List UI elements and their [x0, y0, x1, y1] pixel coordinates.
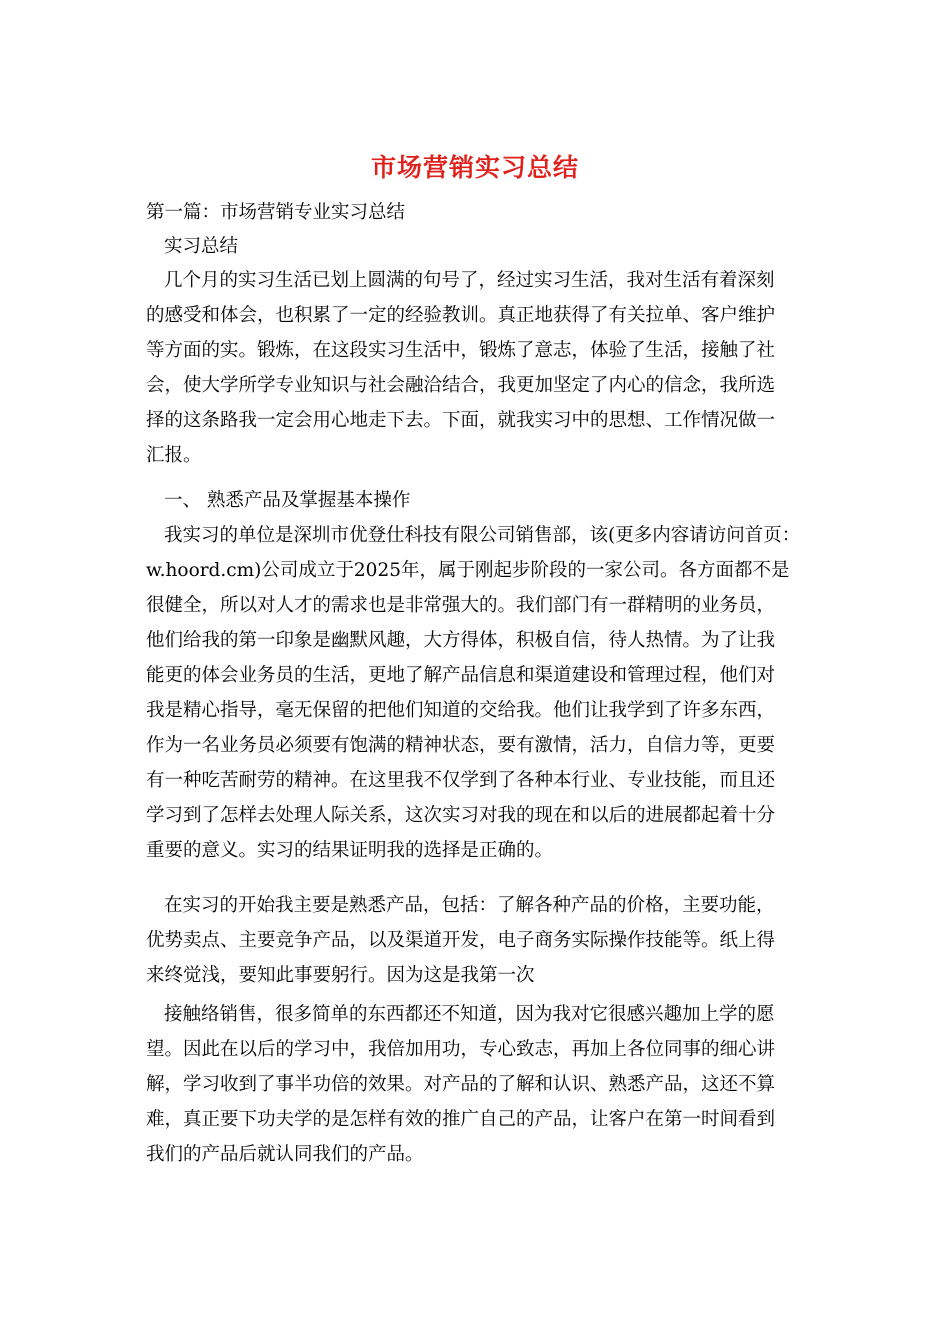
- paragraph-line: 等方面的实。锻炼，在这段实习生活中，锻炼了意志，体验了生活，接触了社: [146, 340, 776, 361]
- paragraph-line: 我是精心指导，毫无保留的把他们知道的交给我。他们让我学到了许多东西，: [146, 700, 776, 721]
- section-heading: 第一篇：市场营销专业实习总结: [146, 202, 406, 223]
- paragraph-line: 我们的产品后就认同我们的产品。: [146, 1144, 424, 1165]
- paragraph-line: 我实习的单位是深圳市优登仕科技有限公司销售部，该(更多内容请访问首页：: [164, 525, 801, 546]
- paragraph-line: 难，真正要下功夫学的是怎样有效的推广自己的产品，让客户在第一时间看到: [146, 1109, 776, 1130]
- paragraph-line: 有一种吃苦耐劳的精神。在这里我不仅学到了各种本行业、专业技能，而且还: [146, 770, 776, 791]
- paragraph-line: 作为一名业务员必须要有饱满的精神状态，要有激情，活力，自信力等，更要: [146, 735, 776, 756]
- paragraph-line: 他们给我的第一印象是幽默风趣，大方得体，积极自信，待人热情。为了让我: [146, 630, 776, 651]
- paragraph-line: 很健全，所以对人才的需求也是非常强大的。我们部门有一群精明的业务员，: [146, 595, 776, 616]
- paragraph-line: 的感受和体会，也积累了一定的经验教训。真正地获得了有关拉单、客户维护: [146, 305, 776, 326]
- paragraph-line: w.hoord.cm)公司成立于2025年，属于刚起步阶段的一家公司。各方面都不是: [146, 560, 790, 581]
- paragraph-line: 接触络销售，很多简单的东西都还不知道，因为我对它很感兴趣加上学的愿: [164, 1004, 775, 1025]
- paragraph-line: 在实习的开始我主要是熟悉产品，包括：了解各种产品的价格，主要功能，: [164, 895, 775, 916]
- sub-heading: 实习总结: [164, 236, 239, 257]
- paragraph-line: 解，学习收到了事半功倍的效果。对产品的了解和认识、熟悉产品，这还不算: [146, 1074, 776, 1095]
- paragraph-line: 望。因此在以后的学习中，我倍加用功，专心致志，再加上各位同事的细心讲: [146, 1039, 776, 1060]
- document-title: 市场营销实习总结: [370, 153, 579, 182]
- paragraph-line: 汇报。: [146, 445, 202, 466]
- paragraph-line: 学习到了怎样去处理人际关系，这次实习对我的现在和以后的进展都起着十分: [146, 805, 776, 826]
- paragraph-line: 择的这条路我一定会用心地走下去。下面，就我实习中的思想、工作情况做一: [146, 410, 776, 431]
- section-heading: 一、 熟悉产品及掌握基本操作: [164, 490, 411, 511]
- paragraph-line: 会，使大学所学专业知识与社会融洽结合，我更加坚定了内心的信念，我所选: [146, 375, 776, 396]
- paragraph-line: 来终觉浅，要知此事要躬行。因为这是我第一次: [146, 965, 535, 986]
- paragraph-line: 优势卖点、主要竞争产品，以及渠道开发，电子商务实际操作技能等。纸上得: [146, 930, 776, 951]
- paragraph-line: 重要的意义。实习的结果证明我的选择是正确的。: [146, 840, 554, 861]
- paragraph-line: 能更的体会业务员的生活，更地了解产品信息和渠道建设和管理过程，他们对: [146, 665, 776, 686]
- paragraph-line: 几个月的实习生活已划上圆满的句号了，经过实习生活，我对生活有着深刻: [164, 270, 775, 291]
